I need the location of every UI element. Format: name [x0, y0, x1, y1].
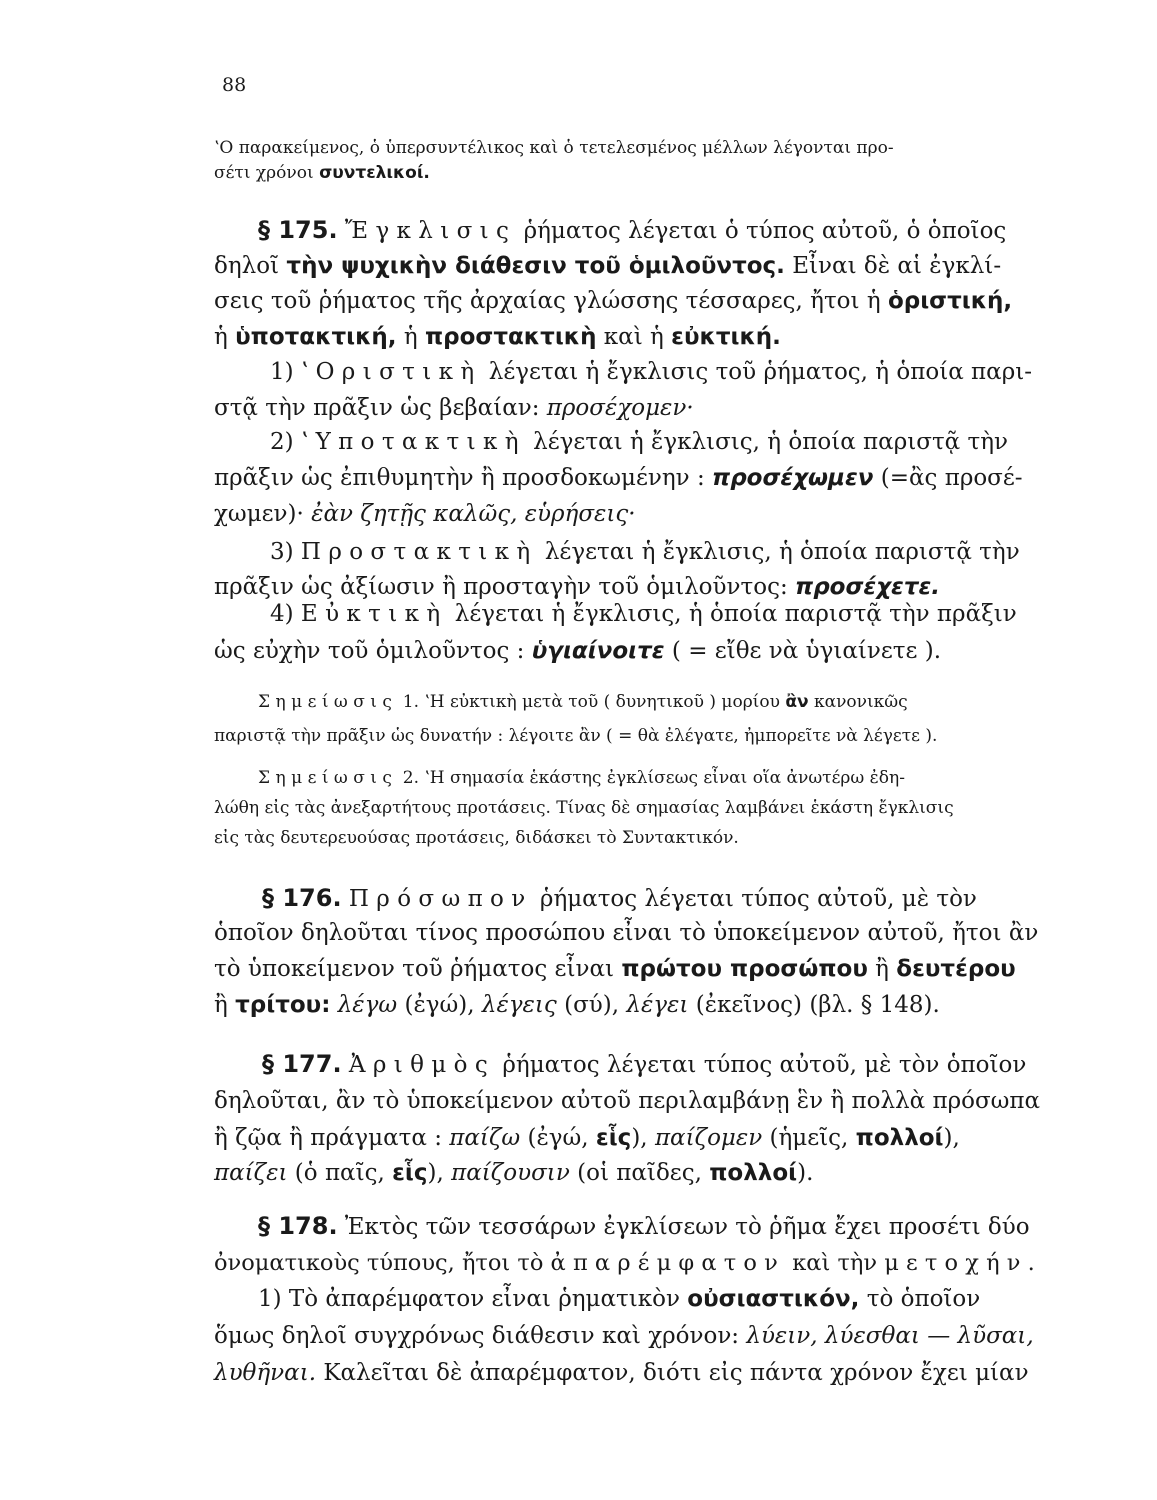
s175-item-2-line-2: πρᾶξιν ὡς ἐπιθυμητὴν ἢ προσδοκωμένην : προσέχωμεν (=ἂς προσέ- — [214, 465, 1023, 491]
s175-item-3-line-1: 3) Προστακτικὴ λέγεται ἡ ἔγκλισις, ἡ ὁποία παριστᾷ τὴν — [270, 539, 1020, 565]
intro-line-1: ʽΟ παρακείμενος, ὁ ὑπερσυντέλικος καὶ ὁ τετελεσμένος μέλλων λέγονται προ- — [214, 138, 894, 158]
s178-item-1-line-3: λυθῆναι. Καλεῖται δὲ ἀπαρέμφατον, διότι εἰς πάντα χρόνον ἔχει μίαν — [214, 1360, 1029, 1386]
s176-line-4: ἢ τρίτου: λέγω (ἐγώ), λέγεις (σύ), λέγει (ἐκεῖνος) (βλ. § 148). — [214, 992, 940, 1018]
s175-item-3-line-2: πρᾶξιν ὡς ἀξίωσιν ἢ προσταγὴν τοῦ ὁμιλοῦντος: προσέχετε. — [214, 574, 941, 600]
s175-line-4: ἡ ὑποτακτική, ἡ προστακτικὴ καὶ ἡ εὐκτική. — [214, 324, 781, 350]
s178-item-1-line-2: ὅμως δηλοῖ συγχρόνως διάθεσιν καὶ χρόνον: λύειν, λύεσθαι — λῦσαι, — [214, 1323, 1034, 1349]
s178-item-1-line-1: 1) Τὸ ἀπαρέμφατον εἶναι ῥηματικὸν οὐσιαστικόν, τὸ ὁποῖον — [258, 1286, 981, 1312]
s176-line-2: ὁποῖον δηλοῦται τίνος προσώπου εἶναι τὸ ὑποκείμενον αὐτοῦ, ἤτοι ἂν — [214, 920, 1039, 946]
s175-line-3: σεις τοῦ ῥήματος τῆς ἀρχαίας γλώσσης τέσσαρες, ἤτοι ἡ ὁριστική, — [214, 288, 1013, 314]
s175-item-4-line-2: ὡς εὐχὴν τοῦ ὁμιλοῦντος : ὑγιαίνοιτε ( = εἴθε νὰ ὑγιαίνετε ). — [214, 638, 942, 664]
s175-item-1-line-1: 1) ʽΟριστικὴ λέγεται ἡ ἔγκλισις τοῦ ῥήματος, ἡ ὁποία παρι- — [270, 359, 1033, 385]
page-number: 88 — [222, 74, 247, 96]
s175-item-2-line-3: χωμεν)· ἐὰν ζητῇς καλῶς, εὑρήσεις· — [214, 501, 636, 527]
s175-item-2-line-1: 2) ʽΥποτακτικὴ λέγεται ἡ ἔγκλισις, ἡ ὁποία παριστᾷ τὴν — [270, 429, 1008, 455]
s175-item-1-line-2: στᾷ τὴν πρᾶξιν ὡς βεβαίαν: προσέχομεν· — [214, 395, 694, 421]
s175-line-2: δηλοῖ τὴν ψυχικὴν διάθεσιν τοῦ ὁμιλοῦντος. Εἶναι δὲ αἱ ἐγκλί- — [214, 253, 1002, 279]
section-178-heading: § 178. Ἐκτὸς τῶν τεσσάρων ἐγκλίσεων τὸ ῥῆμα ἔχει προσέτι δύο — [258, 1212, 1030, 1240]
note-2-line-1: Σημείωσις 2. ʽΗ σημασία ἑκάστης ἐγκλίσεως εἶναι οἵα ἀνωτέρω ἐδη- — [258, 768, 905, 788]
note-1-line-1: Σημείωσις 1. ʽΗ εὐκτικὴ μετὰ τοῦ ( δυνητικοῦ ) μορίου ἂν κανονικῶς — [258, 692, 908, 712]
s177-line-2: δηλοῦται, ἂν τὸ ὑποκείμενον αὐτοῦ περιλαμβάνῃ ἓν ἢ πολλὰ πρόσωπα — [214, 1088, 1041, 1114]
section-176-heading: § 176. Πρόσωπον ῥήματος λέγεται τύπος αὐτοῦ, μὲ τὸν — [262, 884, 977, 912]
note-2-line-2: λώθη εἰς τὰς ἀνεξαρτήτους προτάσεις. Τίνας δὲ σημασίας λαμβάνει ἑκάστη ἔγκλισις — [214, 798, 954, 818]
intro-line-2: σέτι χρόνοι συντελικοί. — [214, 163, 430, 183]
note-1-line-2: παριστᾷ τὴν πρᾶξιν ὡς δυνατήν : λέγοιτε ἂν ( = θὰ ἐλέγατε, ἠμπορεῖτε νὰ λέγετε ). — [214, 726, 938, 746]
s178-line-2: ὀνοματικοὺς τύπους, ἤτοι τὸ ἀπαρέμφατον καὶ τὴν μετοχήν. — [214, 1250, 1043, 1276]
note-2-line-3: εἰς τὰς δευτερευούσας προτάσεις, διδάσκει τὸ Συντακτικόν. — [214, 828, 739, 848]
section-177-heading: § 177. Ἀριθμὸς ῥήματος λέγεται τύπος αὐτοῦ, μὲ τὸν ὁποῖον — [262, 1050, 1027, 1078]
section-175-heading: § 175. Ἔγκλισις ῥήματος λέγεται ὁ τύπος αὐτοῦ, ὁ ὁποῖος — [258, 216, 1007, 244]
s175-item-4-line-1: 4) Εὐκτικὴ λέγεται ἡ ἔγκλισις, ἡ ὁποία παριστᾷ τὴν πρᾶξιν — [270, 601, 1017, 627]
s177-line-4: παίζει (ὁ παῖς, εἷς), παίζουσιν (οἱ παῖδες, πολλοί). — [214, 1160, 814, 1186]
s177-line-3: ἢ ζῷα ἢ πράγματα : παίζω (ἐγώ, εἷς), παίζομεν (ἡμεῖς, πολλοί), — [214, 1125, 960, 1151]
s176-line-3: τὸ ὑποκείμενον τοῦ ῥήματος εἶναι πρώτου προσώπου ἢ δευτέρου — [214, 956, 1016, 982]
